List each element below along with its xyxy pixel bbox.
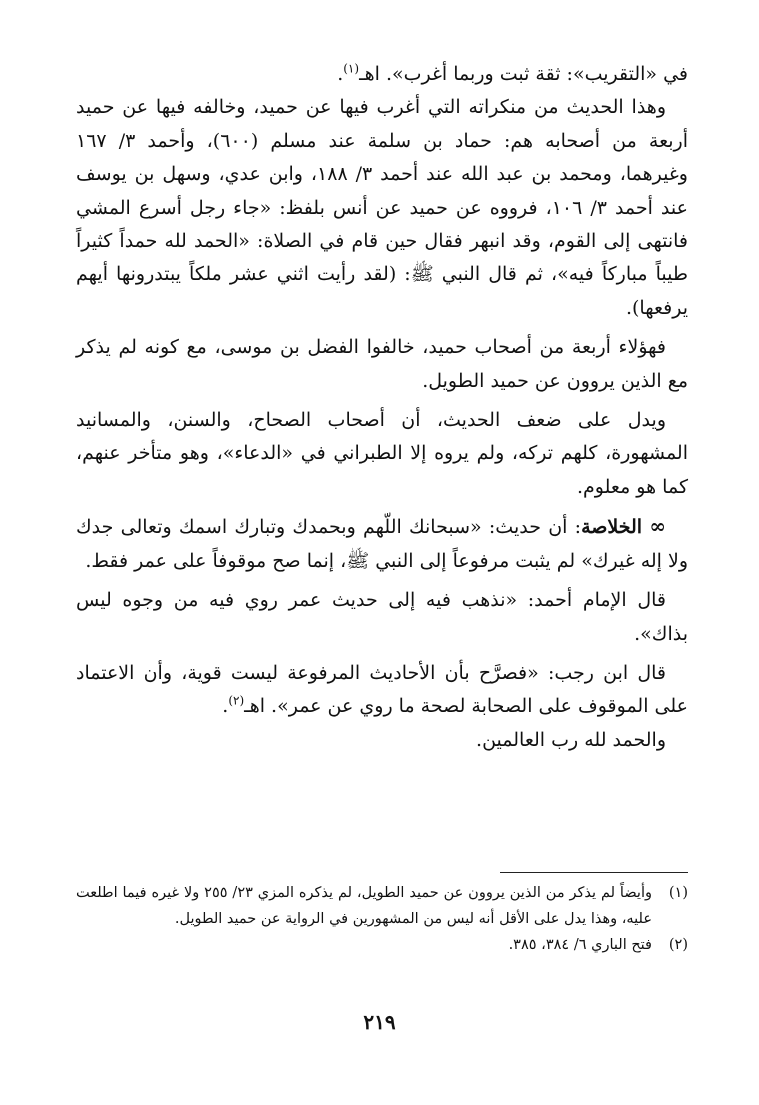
footnote-ref-2[interactable]: (٢)	[228, 693, 245, 708]
paragraph-1	[76, 58, 688, 91]
paragraph-6: قال الإمام أحمد: «نذهب فيه إلى حديث عمر روي فيه من وجوه ليس بذاك».	[76, 589, 688, 645]
paragraph-7-end: .	[222, 695, 229, 718]
footnote-ref-1[interactable]: (١)	[343, 61, 360, 76]
footnote-number: (٢)	[668, 937, 688, 953]
paragraph-8: والحمد لله رب العالمين.	[476, 728, 666, 751]
footnote-text: فتح الباري ٦/ ٣٨٤، ٣٨٥.	[508, 937, 652, 953]
footnotes-section	[76, 880, 688, 958]
footnote-1	[76, 880, 688, 932]
main-text	[76, 58, 688, 757]
paragraph-4: ويدل على ضعف الحديث، أن أصحاب الصحاح، والسنن، والمسانيد المشهورة، كلهم تركه، ولم يروه إلا الطبراني في «الدعاء»، وهو متأخر عنهم، كما هو معلوم.	[76, 409, 688, 498]
paragraph-1-end: .	[337, 63, 344, 85]
footnote-number: (١)	[668, 885, 688, 901]
paragraph-7	[76, 657, 688, 724]
page-number: ٢١٩	[363, 1010, 396, 1034]
summary-heading: الخلاصة	[581, 516, 643, 539]
footnote-text: وأيضاً لم يذكر من الذين يروون عن حميد الطويل، لم يذكره المزي ٢٣/ ٢٥٥ ولا غيره فيما اطلعت عليه، وهذا يدل على الأقل أنه ليس من المشهورين في الرواية عن حميد الطويل.	[76, 885, 652, 927]
summary-paragraph	[76, 510, 688, 578]
paragraph-2: وهذا الحديث من منكراته التي أغرب فيها عن حميد، وخالفه فيها عن حميد أربعة من أصحابه هم: حماد بن سلمة عند مسلم (٦٠٠)، وأحمد ٣/ ١٦٧ وغيرهما، ومحمد بن عبد الله عند أحمد ٣/ ١٨٨، وابن عدي، وسهل بن يوسف عند أحمد ٣/ ١٠٦، فرووه عن حميد عن أنس بلفظ: «جاء رجل أسرع المشي فانتهى إلى القوم، وقد انبهر فقال حين قام في الصلاة: «الحمد لله حمداً كثيراً طيباً مباركاً فيه»، ثم قال النبي ﷺ: (لقد رأيت اثني عشر ملكاً يبتدرونها أيهم يرفعها).	[76, 96, 688, 319]
footnote-2	[76, 932, 688, 958]
summary-text: : أن حديث: «سبحانك اللّهم وبحمدك وتبارك اسمك وتعالى جدك ولا إله غيرك» لم يثبت مرفوعاً إلى النبي ﷺ، إنما صح موقوفاً على عمر فقط.	[76, 516, 688, 572]
infinity-symbol-icon: ∞	[649, 514, 666, 539]
paragraph-1-text: في «التقريب»: ثقة ثبت وربما أغرب». اهـ	[359, 63, 688, 85]
paragraph-7-text: قال ابن رجب: «فصرَّح بأن الأحاديث المرفوعة ليست قوية، وأن الاعتماد على الموقوف على الصحابة لصحة ما روي عن عمر». اهـ	[76, 661, 688, 718]
footnote-separator	[500, 872, 688, 873]
paragraph-3: فهؤلاء أربعة من أصحاب حميد، خالفوا الفضل بن موسى، مع كونه لم يذكر مع الذين يروون عن حميد الطويل.	[76, 336, 688, 392]
